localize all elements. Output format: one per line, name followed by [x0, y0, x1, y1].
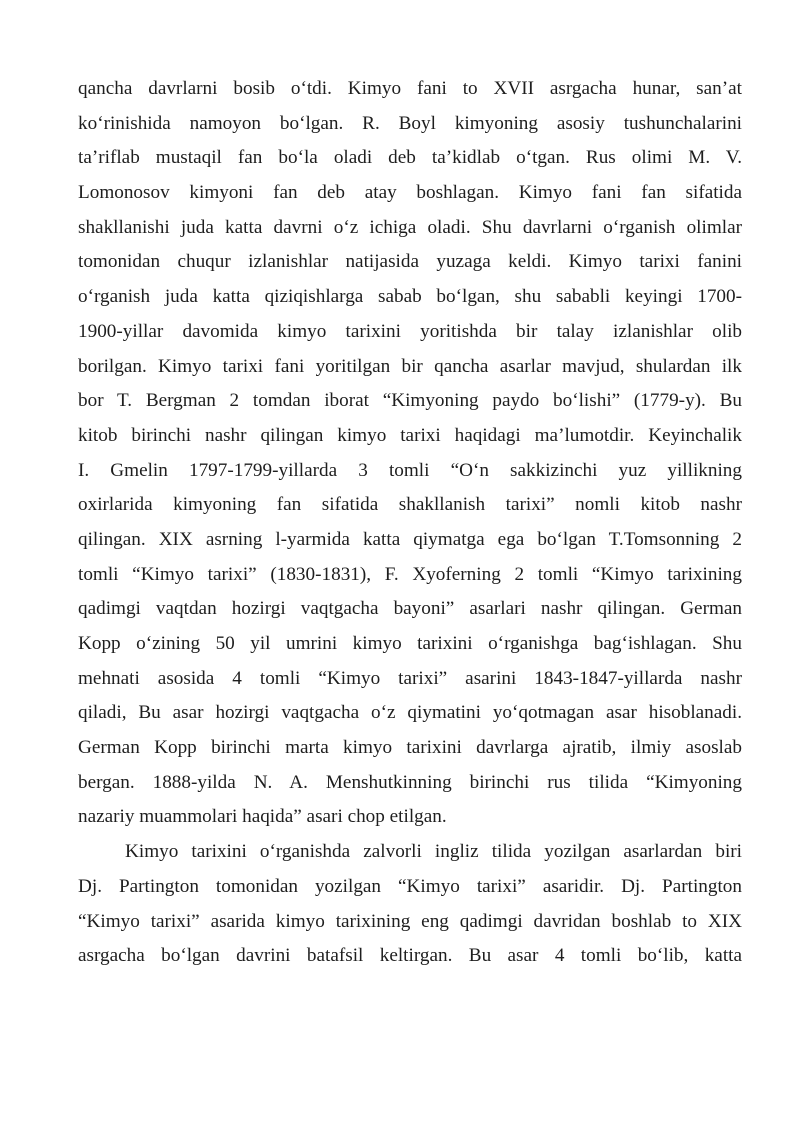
- text-line: German Kopp birinchi marta kimyo tarixini davrlarga ajratib, ilmiy asoslab: [78, 737, 742, 759]
- text-line: Dj. Partington tomonidan yozilgan “Kimyo tarixi” asaridir. Dj. Partington: [78, 875, 742, 897]
- text-line: Kimyo tarixini o‘rganishda zalvorli ingliz tilida yozilgan asarlardan biri: [125, 841, 742, 863]
- text-line: bergan. 1888-yilda N. A. Menshutkinning birinchi rus tilida “Kimyoning: [78, 771, 742, 793]
- text-line: bor T. Bergman 2 tomdan iborat “Kimyoning paydo bo‘lishi” (1779-y). Bu: [78, 390, 742, 412]
- text-line: tomli “Kimyo tarixi” (1830-1831), F. Xyoferning 2 tomli “Kimyo tarixining: [78, 563, 742, 585]
- document-page: [78, 72, 742, 974]
- text-line: ta’riflab mustaqil fan bo‘la oladi deb ta’kidlab o‘tgan. Rus olimi M. V.: [78, 147, 742, 169]
- text-line: qilingan. XIX asrning l-yarmida katta qiymatga ega bo‘lgan T.Tomsonning 2: [78, 528, 742, 550]
- text-line: oxirlarida kimyoning fan sifatida shakllanish tarixi” nomli kitob nashr: [78, 494, 742, 516]
- text-line: Kopp o‘zining 50 yil umrini kimyo tarixini o‘rganishga bag‘ishlagan. Shu: [78, 633, 742, 654]
- paragraph-2: [78, 835, 742, 974]
- text-line: qancha davrlarni bosib o‘tdi. Kimyo fani to XVII asrgacha hunar, san’at: [78, 78, 742, 99]
- text-line: nazariy muammolari haqida” asari chop etilgan.: [78, 806, 447, 828]
- text-line: borilgan. Kimyo tarixi fani yoritilgan bir qancha asarlar mavjud, shulardan ilk: [78, 355, 742, 377]
- paragraph-1: [78, 72, 742, 835]
- text-line: ko‘rinishida namoyon bo‘lgan. R. Boyl kimyoning asosiy tushunchalarini: [78, 112, 742, 134]
- text-line: Lomonosov kimyoni fan deb atay boshlagan. Kimyo fani fan sifatida: [78, 182, 742, 204]
- text-line: qadimgi vaqtdan hozirgi vaqtgacha bayoni” asarlari nashr qilingan. German: [78, 598, 742, 620]
- text-line: tomonidan chuqur izlanishlar natijasida yuzaga keldi. Kimyo tarixi fanini: [78, 251, 742, 273]
- text-line: o‘rganish juda katta qiziqishlarga sabab bo‘lgan, shu sababli keyingi 1700-: [78, 286, 742, 308]
- text-line: shakllanishi juda katta davrni o‘z ichiga oladi. Shu davrlarni o‘rganish olimlar: [78, 216, 742, 238]
- text-line: asrgacha bo‘lgan davrini batafsil keltirgan. Bu asar 4 tomli bo‘lib, katta: [78, 945, 742, 967]
- text-line: 1900-yillar davomida kimyo tarixini yoritishda bir talay izlanishlar olib: [78, 320, 742, 342]
- text-line: “Kimyo tarixi” asarida kimyo tarixining eng qadimgi davridan boshlab to XIX: [78, 910, 742, 932]
- text-line: I. Gmelin 1797-1799-yillarda 3 tomli “O‘n sakkizinchi yuz yillikning: [78, 459, 742, 481]
- text-line: kitob birinchi nashr qilingan kimyo tarixi haqidagi ma’lumotdir. Keyinchalik: [78, 424, 742, 446]
- text-line: mehnati asosida 4 tomli “Kimyo tarixi” asarini 1843-1847-yillarda nashr: [78, 667, 742, 689]
- text-line: qiladi, Bu asar hozirgi vaqtgacha o‘z qiymatini yo‘qotmagan asar hisoblanadi.: [78, 702, 742, 724]
